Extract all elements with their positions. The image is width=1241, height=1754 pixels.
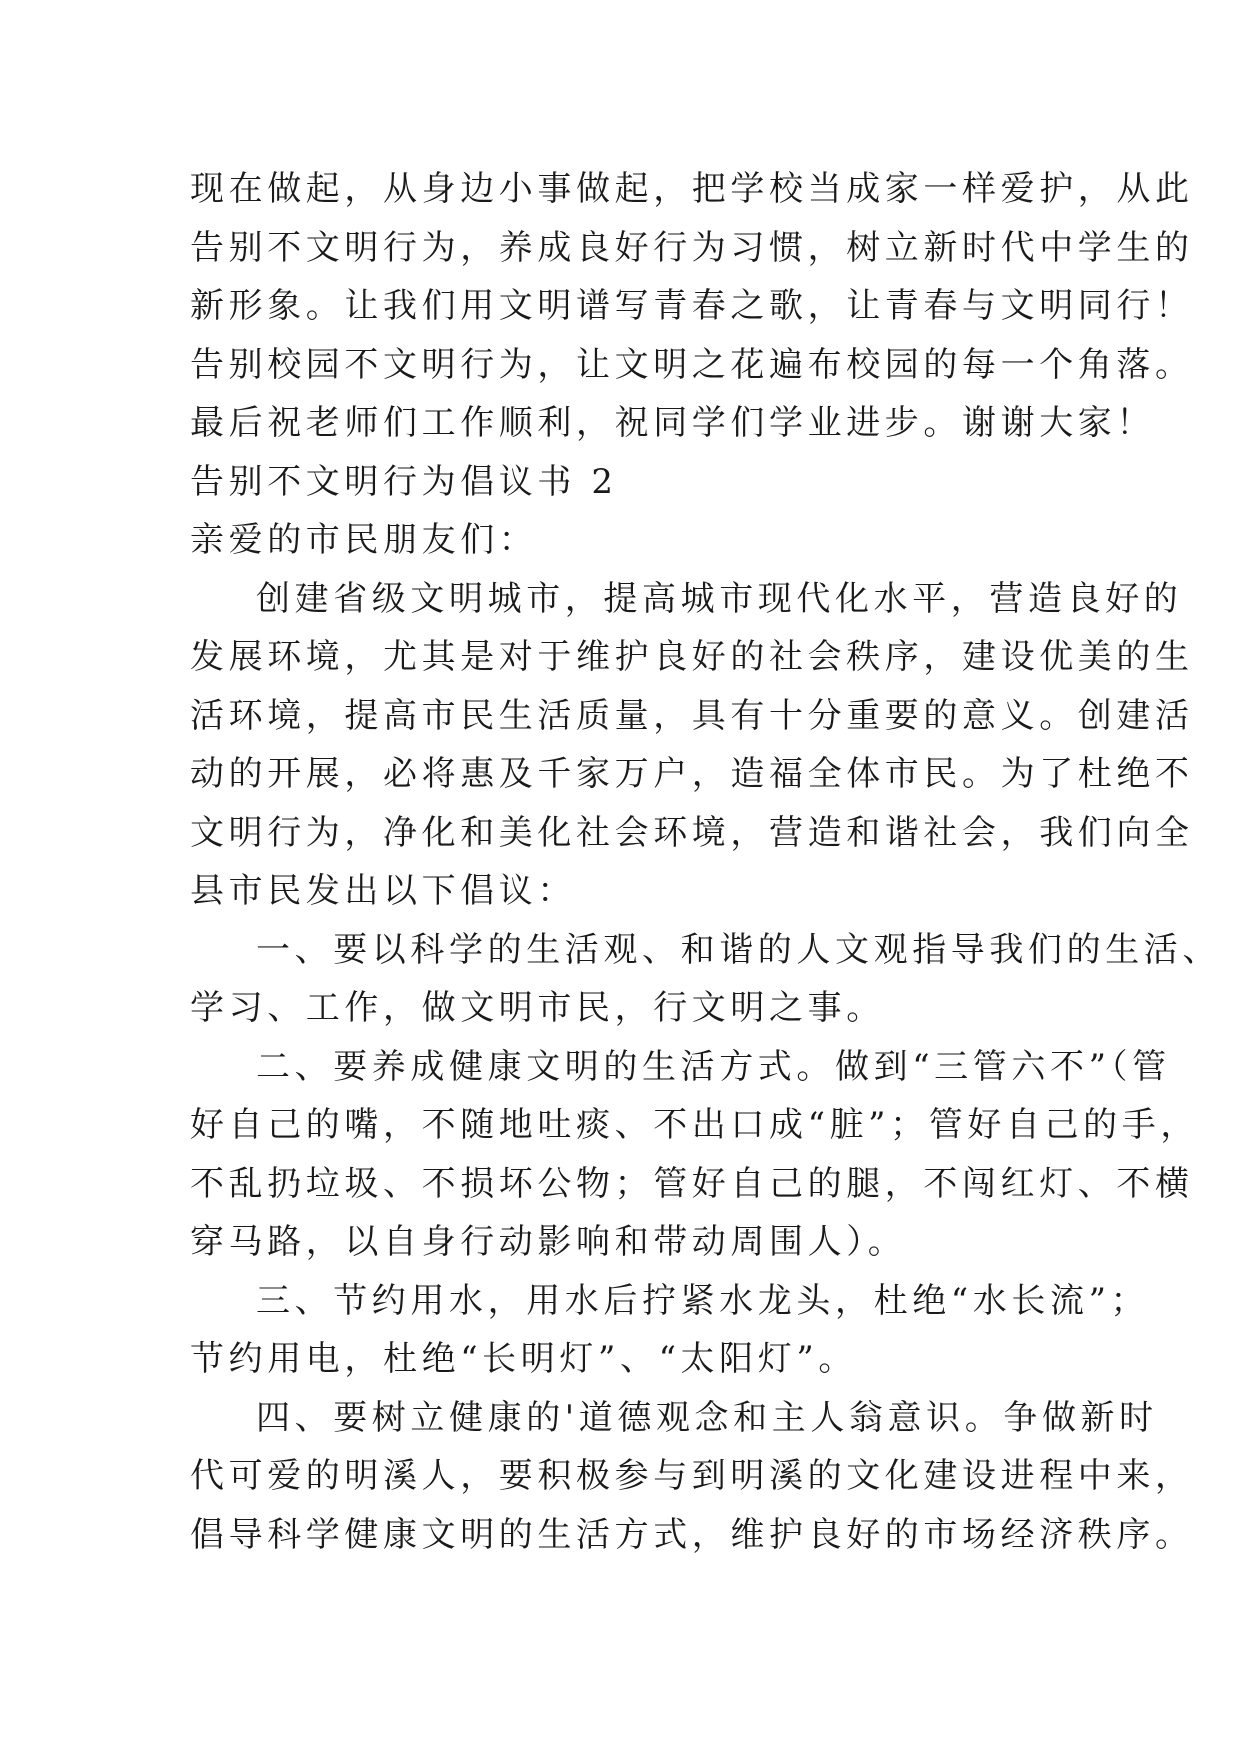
text-line: 三、节约用水，用水后拧紧水龙头，杜绝“水长流”； [256,1280,1150,1321]
text-line: 创建省级文明城市，提高城市现代化水平，营造良好的 [256,578,1183,619]
text-line: 一、要以科学的生活观、和谐的人文观指导我们的生活、 [256,929,1221,970]
text-line: 发展环境，尤其是对于维护良好的社会秩序，建设优美的生 [190,637,1194,677]
text-line: 最后祝老师们工作顺利，祝同学们学业进步。谢谢大家！ [190,403,1155,443]
text-line: 活环境，提高市民生活质量，具有十分重要的意义。创建活 [190,695,1194,736]
text-line: 好自己的嘴，不随地吐痰、不出口成“脏”；管好自己的手， [190,1105,1199,1145]
text-line: 四、要树立健康的'道德观念和主人翁意识。争做新时 [256,1397,1158,1438]
text-line: 代可爱的明溪人，要积极参与到明溪的文化建设进程中来， [190,1456,1194,1496]
text-line: 亲爱的市民朋友们： [190,520,538,560]
text-line: 不乱扔垃圾、不损坏公物；管好自己的腿，不闯红灯、不横 [190,1163,1194,1204]
text-line: 县市民发出以下倡议： [190,871,576,911]
text-line: 动的开展，必将惠及千家万户，造福全体市民。为了杜绝不 [190,754,1194,794]
text-line: 二、要养成健康文明的生活方式。做到“三管六不”（管 [256,1046,1171,1087]
document-body [190,160,1221,1564]
text-line: 告别校园不文明行为，让文明之花遍布校园的每一个角落。 [190,344,1194,385]
text-line: 告别不文明行为倡议书 2 [190,461,618,502]
text-line: 现在做起，从身边小事做起，把学校当成家一样爱护，从此 [190,169,1194,209]
text-line: 节约用电，杜绝“长明灯”、“太阳灯”。 [190,1339,857,1379]
text-line: 新形象。让我们用文明谱写青春之歌，让青春与文明同行！ [190,286,1194,326]
text-line: 告别不文明行为，养成良好行为习惯，树立新时代中学生的 [190,227,1194,268]
text-line: 学习、工作，做文明市民，行文明之事。 [190,988,885,1028]
text-line: 倡导科学健康文明的生活方式，维护良好的市场经济秩序。 [190,1514,1194,1555]
text-line: 文明行为，净化和美化社会环境，营造和谐社会，我们向全 [190,812,1194,853]
text-line: 穿马路，以自身行动影响和带动周围人）。 [190,1222,907,1262]
